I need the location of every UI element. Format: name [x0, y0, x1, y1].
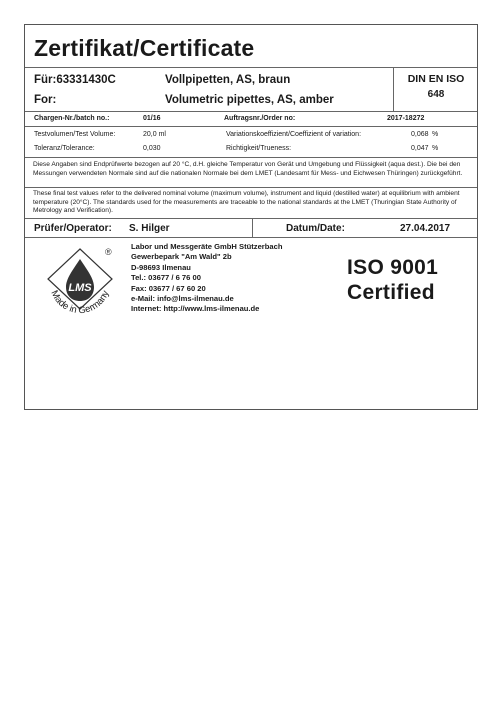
- divider: [25, 237, 477, 238]
- certificate-frame: [24, 24, 478, 410]
- trueness-unit: %: [432, 145, 439, 152]
- operator-label: Prüfer/Operator:: [34, 223, 112, 234]
- divider: [25, 126, 477, 127]
- divider: [25, 111, 477, 112]
- date-label: Datum/Date:: [286, 223, 345, 234]
- lms-logo-graphic: [38, 243, 122, 329]
- company-internet: Internet: http://www.lms-ilmenau.de: [131, 304, 260, 314]
- registered-mark: ®: [105, 247, 112, 257]
- operator-value: S. Hilger: [129, 223, 170, 234]
- certificate-title: Zertifikat/Certificate: [34, 35, 255, 61]
- company-address: [131, 242, 282, 315]
- company-fax: Fax: 03677 / 67 60 20: [131, 283, 206, 293]
- order-value: 2017-18272: [387, 115, 425, 122]
- divider: [252, 218, 253, 237]
- iso-standard: ISO 9001: [347, 256, 439, 279]
- batch-value: 01/16: [143, 115, 161, 122]
- test-volume-value: 20,0 ml: [143, 131, 166, 138]
- standard-line2: 648: [427, 89, 445, 100]
- divider: [25, 157, 477, 158]
- divider: [25, 67, 477, 68]
- lms-logo: [38, 243, 122, 329]
- cv-label: Variationskoeffizient/Coeffizient of variation:: [226, 131, 362, 138]
- logo-tagline: Made in Germany: [48, 288, 112, 317]
- cv-value: 0,068: [411, 131, 429, 138]
- note-english: These final test values refer to the delivered nominal volume (maximum volume), instrument and liquid (destilled water) at equilibrium with ambient temperature (20°C). The standards used for the measurements are traceable to the national standards at the LMET (Thuringian State Authority of Metrology and Verification).: [33, 190, 460, 214]
- product-name-en: Volumetric pipettes, AS, amber: [165, 94, 334, 106]
- divider: [25, 218, 477, 219]
- company-email: e-Mail: info@lms-ilmenau.de: [131, 294, 234, 304]
- logo-brand: LMS: [68, 282, 92, 294]
- iso-certified: Certified: [347, 281, 435, 304]
- divider: [25, 187, 477, 188]
- company-name: Labor und Messgeräte GmbH Stützerbach: [131, 242, 283, 251]
- date-value: 27.04.2017: [400, 223, 451, 234]
- tolerance-label: Toleranz/Tolerance:: [34, 145, 95, 152]
- tolerance-value: 0,030: [143, 145, 161, 152]
- company-city: D-98693 Ilmenau: [131, 262, 191, 272]
- standard-line1: DIN EN ISO: [407, 73, 465, 85]
- for-de-label: Für:63331430C: [34, 74, 116, 86]
- batch-label: Chargen-Nr./batch no.:: [34, 115, 110, 122]
- trueness-label: Richtigkeit/Trueness:: [226, 145, 292, 152]
- test-volume-label: Testvolumen/Test Volume:: [34, 131, 116, 138]
- cv-unit: %: [432, 131, 439, 138]
- company-street: Gewerbepark "Am Wald" 2b: [131, 252, 232, 262]
- for-en-label: For:: [34, 94, 57, 106]
- order-label: Auftragsnr./Order no:: [224, 115, 296, 122]
- product-name-de: Vollpipetten, AS, braun: [165, 74, 291, 86]
- catalog-number: 63331430C: [56, 74, 116, 86]
- company-tel: Tel.: 03677 / 6 76 00: [131, 273, 201, 283]
- note-german: Diese Angaben sind Endprüfwerte bezogen auf 20 °C, d.H. gleiche Temperatur von Gerät und Umgebung und Flüssigkeit (aqua dest.). Die bei den Messungen verwendeten Normale sind auf die nationalen Normale bei dem LMET (Landesamt für Mess- und Eichwesen Thüringen) zurückgeführt.: [33, 161, 463, 177]
- trueness-value: 0,047: [411, 145, 429, 152]
